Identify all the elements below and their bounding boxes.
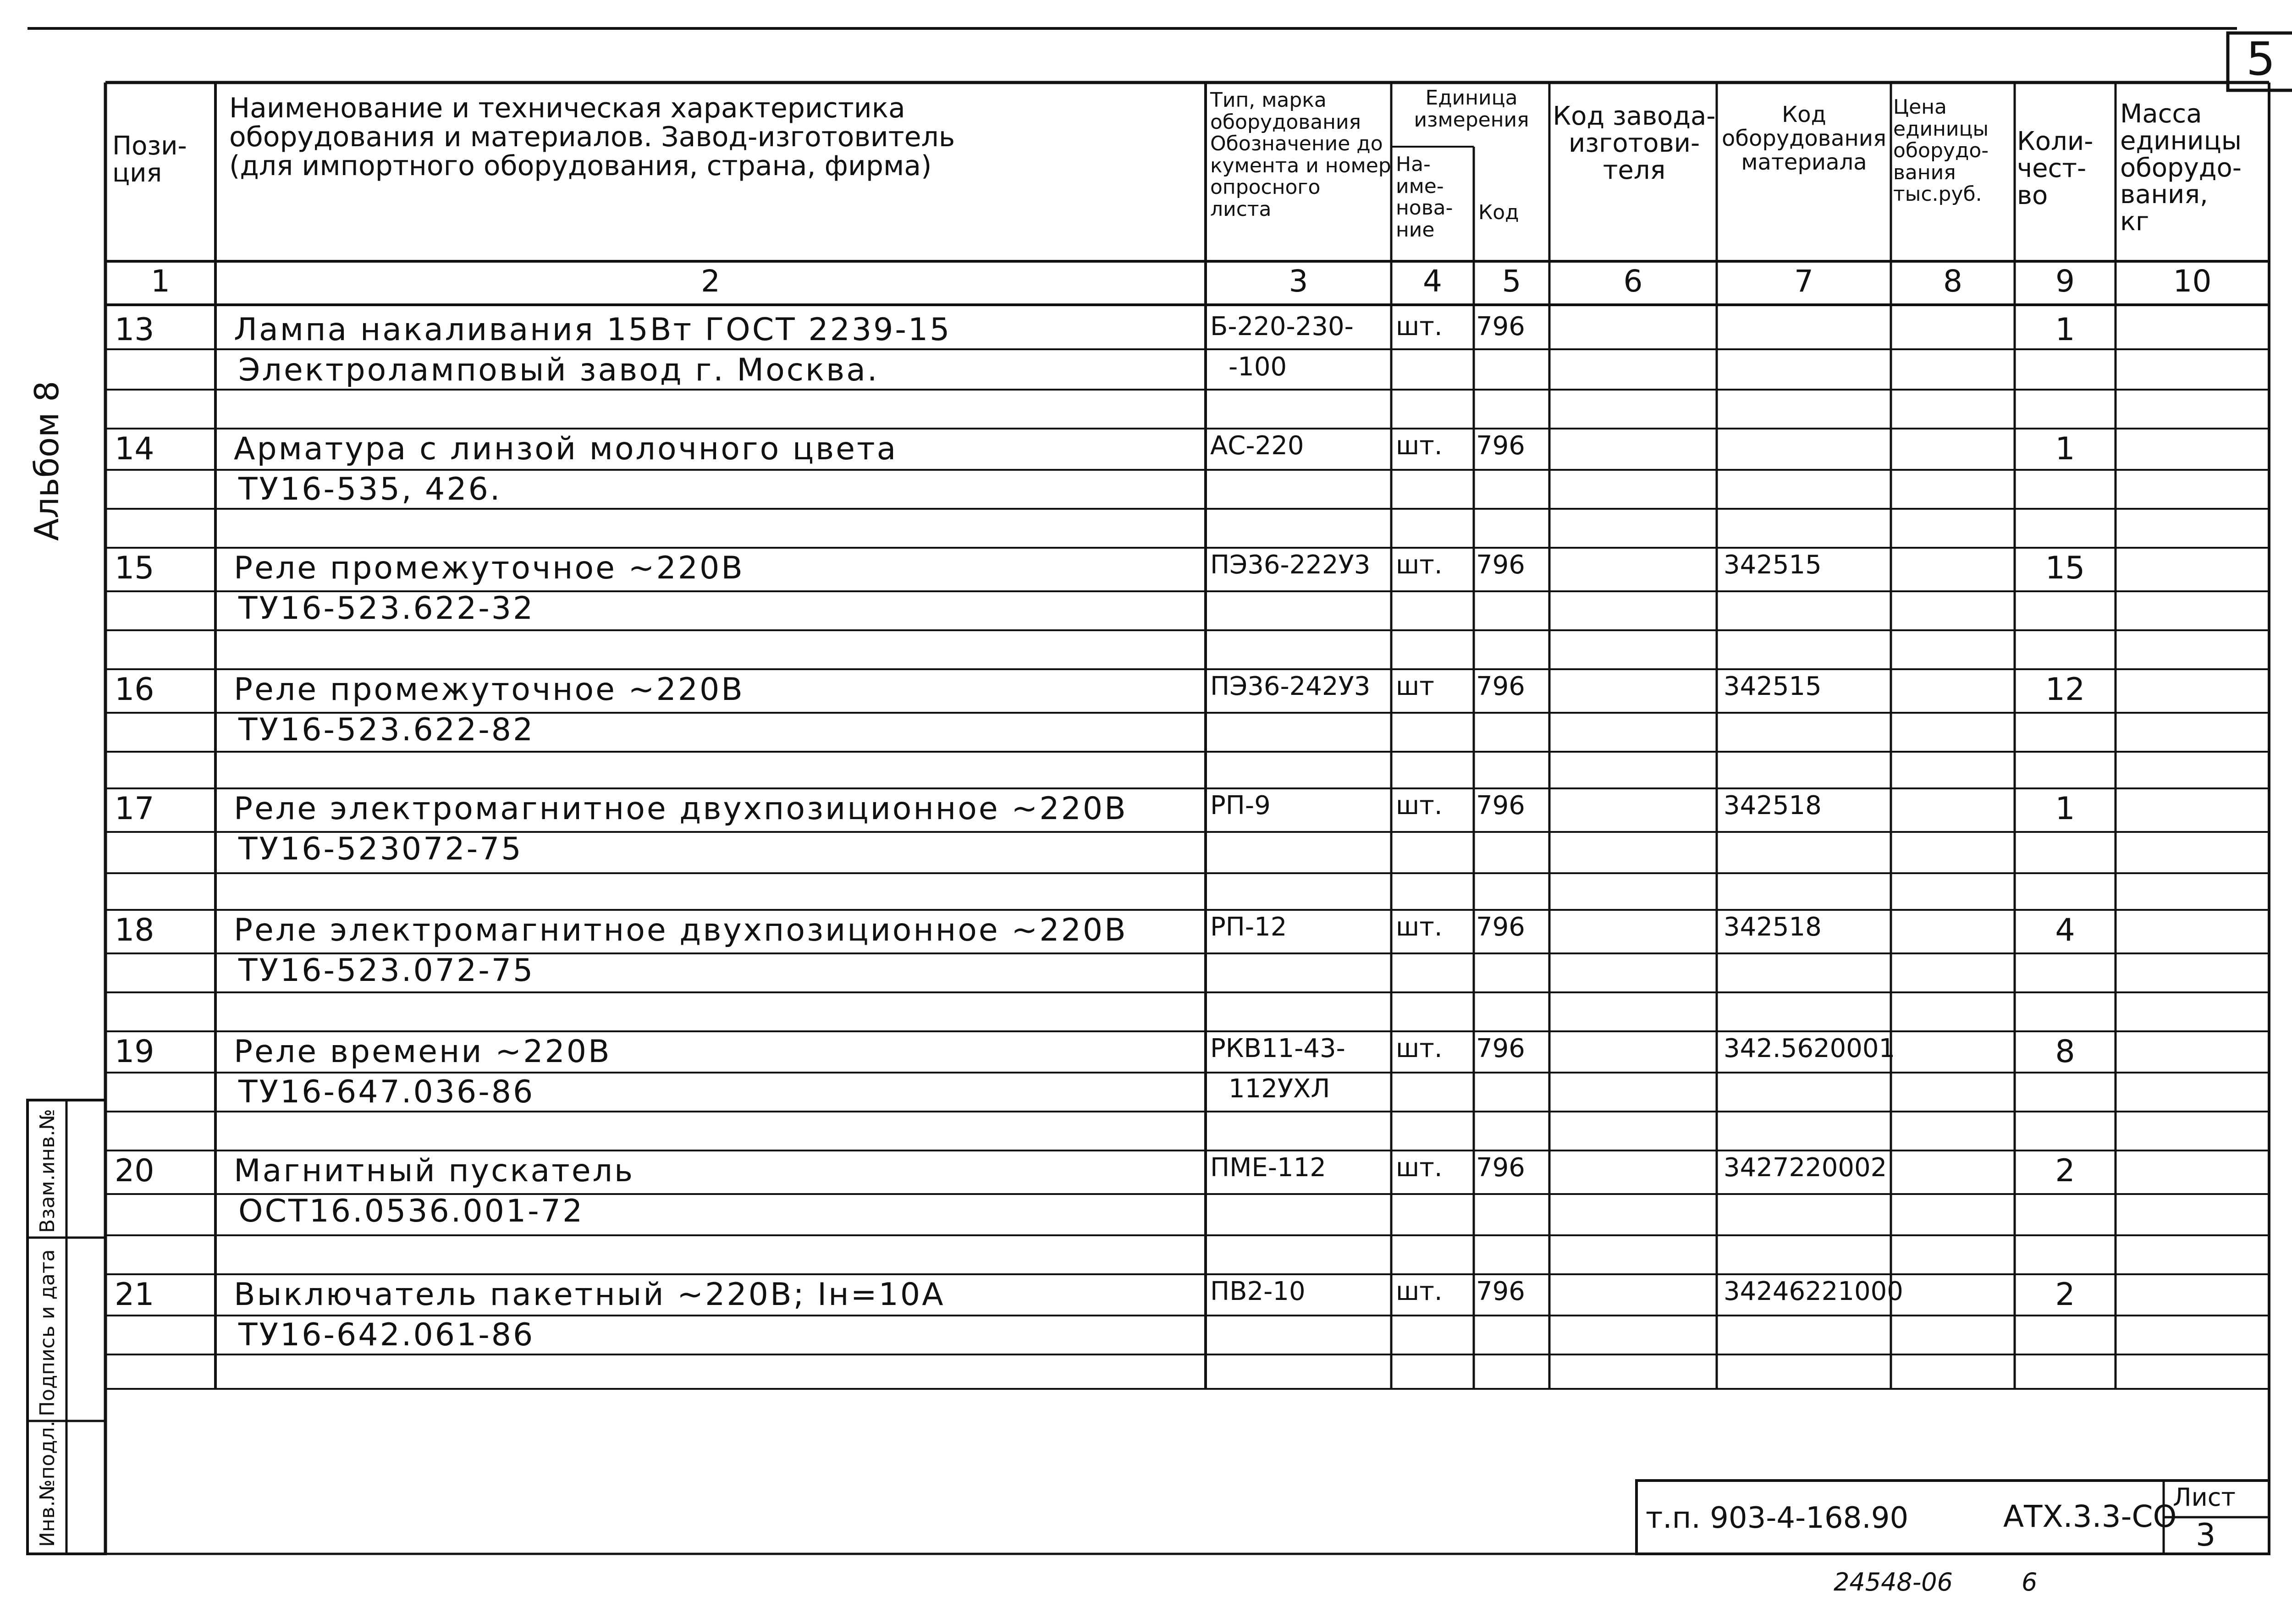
cell-name: Реле времени ~220В — [234, 1034, 612, 1070]
cell-spec: ТУ16-523.622-82 — [238, 712, 535, 748]
cell-type-cont: -100 — [1229, 352, 1287, 382]
cell-unit-code: 796 — [1476, 312, 1525, 341]
cell-position: 17 — [115, 791, 154, 827]
cell-type: ПМЕ-112 — [1210, 1153, 1326, 1183]
cell-type: РП-12 — [1210, 912, 1287, 942]
column-number: 9 — [2055, 264, 2075, 299]
cell-type: ПЭ36-222У3 — [1210, 550, 1371, 580]
cell-quantity: 8 — [2055, 1034, 2075, 1070]
cell-type: ПЭ36-242У3 — [1210, 672, 1371, 701]
cell-position: 18 — [115, 912, 154, 948]
column-number: 8 — [1943, 264, 1962, 299]
cell-spec: ОСТ16.0536.001-72 — [238, 1193, 584, 1229]
footer-sheet: 6 — [2022, 1568, 2038, 1596]
album-label: Альбом 8 — [28, 380, 66, 541]
cell-spec: ТУ16-523072-75 — [238, 831, 523, 867]
cell-quantity: 15 — [2045, 550, 2085, 586]
column-number: 10 — [2173, 264, 2212, 299]
column-number: 7 — [1794, 264, 1813, 299]
cell-unit: шт. — [1396, 312, 1443, 341]
header-material-code: Код оборудования материала — [1722, 102, 1886, 175]
cell-position: 16 — [115, 672, 154, 708]
footer-number: 24548-06 — [1834, 1568, 1953, 1596]
cell-type: АС-220 — [1210, 431, 1304, 461]
cell-material-code: 3427220002 — [1724, 1153, 1887, 1183]
cell-spec: Электроламповый завод г. Москва. — [238, 352, 879, 388]
cell-unit-code: 796 — [1476, 1277, 1525, 1306]
header-unit-code: Код — [1478, 201, 1519, 224]
cell-name: Реле промежуточное ~220В — [234, 550, 744, 586]
cell-unit: шт. — [1396, 912, 1443, 942]
sheet-label: Лист — [2173, 1483, 2236, 1512]
cell-unit: шт — [1396, 672, 1434, 701]
cell-type: РКВ11-43- — [1210, 1034, 1345, 1063]
side-stamp-replace: Взам.инв.№ — [36, 1109, 59, 1233]
cell-name: Реле электромагнитное двухпозиционное ~220В — [234, 912, 1128, 948]
cell-unit: шт. — [1396, 791, 1443, 820]
header-position: Пози- ция — [112, 131, 187, 188]
cell-unit: шт. — [1396, 1277, 1443, 1306]
cell-quantity: 2 — [2055, 1277, 2075, 1313]
cell-position: 14 — [115, 431, 154, 467]
cell-material-code: 342515 — [1724, 672, 1822, 701]
cell-spec: ТУ16-647.036-86 — [238, 1074, 535, 1110]
cell-material-code: 342518 — [1724, 791, 1822, 820]
cell-unit-code: 796 — [1476, 550, 1525, 580]
header-quantity: Коли- чест- во — [2017, 127, 2094, 210]
cell-name: Арматура с линзой молочного цвета — [234, 431, 898, 467]
cell-unit: шт. — [1396, 431, 1443, 461]
cell-name: Выключатель пакетный ~220В; Iн=10А — [234, 1277, 945, 1313]
section-code: АТХ.3.3-СО — [2003, 1499, 2177, 1534]
header-unit-name: На- име- нова- ние — [1396, 153, 1453, 242]
header-mass: Масса единицы оборудо- вания, кг — [2120, 99, 2242, 237]
cell-unit-code: 796 — [1476, 791, 1525, 820]
cell-name: Реле промежуточное ~220В — [234, 672, 744, 708]
header-unit-group: Единица измерения — [1414, 86, 1529, 132]
column-number: 1 — [151, 264, 170, 299]
header-price: Цена единицы оборудо- вания тыс.руб. — [1893, 95, 1989, 206]
cell-position: 21 — [115, 1277, 154, 1313]
column-number: 4 — [1423, 264, 1442, 299]
cell-material-code: 342518 — [1724, 912, 1822, 942]
column-number: 6 — [1623, 264, 1643, 299]
cell-position: 15 — [115, 550, 154, 586]
header-type: Тип, марка оборудования Обозначение до кумента и номер опросного листа — [1210, 88, 1391, 221]
cell-quantity: 1 — [2055, 431, 2075, 467]
cell-position: 20 — [115, 1153, 154, 1189]
cell-quantity: 12 — [2045, 672, 2085, 708]
cell-position: 19 — [115, 1034, 154, 1070]
sheet-number: 5 — [2246, 32, 2275, 86]
cell-spec: ТУ16-535, 426. — [238, 471, 502, 507]
header-factory-code: Код завода- изготови- теля — [1553, 101, 1716, 185]
cell-unit-code: 796 — [1476, 1153, 1525, 1183]
sheet-value: 3 — [2196, 1517, 2216, 1553]
side-stamp-inv: Инв.№подл. — [36, 1420, 59, 1547]
cell-unit-code: 796 — [1476, 672, 1525, 701]
side-stamp-signature: Подпись и дата — [36, 1249, 59, 1416]
column-number: 2 — [701, 264, 720, 299]
cell-unit: шт. — [1396, 550, 1443, 580]
header-name: Наименование и техническая характеристика оборудования и материалов. Завод-изготовитель (для импортного оборудования, страна, фирма) — [229, 92, 955, 182]
cell-name: Лампа накаливания 15Вт ГОСТ 2239-15 — [234, 312, 952, 348]
document-code: т.п. 903-4-168.90 — [1646, 1501, 1909, 1535]
cell-spec: ТУ16-642.061-86 — [238, 1317, 535, 1353]
cell-unit-code: 796 — [1476, 431, 1525, 461]
cell-name: Магнитный пускатель — [234, 1153, 635, 1189]
cell-unit-code: 796 — [1476, 1034, 1525, 1063]
cell-spec: ТУ16-523.622-32 — [238, 590, 535, 627]
cell-material-code: 34246221000 — [1724, 1277, 1903, 1306]
cell-quantity: 1 — [2055, 312, 2075, 348]
column-number: 5 — [1502, 264, 1521, 299]
cell-quantity: 2 — [2055, 1153, 2075, 1189]
cell-quantity: 1 — [2055, 791, 2075, 827]
column-number: 3 — [1289, 264, 1308, 299]
cell-unit: шт. — [1396, 1034, 1443, 1063]
cell-unit: шт. — [1396, 1153, 1443, 1183]
cell-material-code: 342.5620001 — [1724, 1034, 1895, 1063]
cell-type: Б-220-230- — [1210, 312, 1354, 341]
cell-name: Реле электромагнитное двухпозиционное ~220В — [234, 791, 1128, 827]
cell-quantity: 4 — [2055, 912, 2075, 948]
cell-type-cont: 112УХЛ — [1229, 1074, 1330, 1104]
cell-material-code: 342515 — [1724, 550, 1822, 580]
cell-spec: ТУ16-523.072-75 — [238, 952, 535, 989]
cell-position: 13 — [115, 312, 154, 348]
cell-type: РП-9 — [1210, 791, 1271, 820]
cell-unit-code: 796 — [1476, 912, 1525, 942]
cell-type: ПВ2-10 — [1210, 1277, 1306, 1306]
